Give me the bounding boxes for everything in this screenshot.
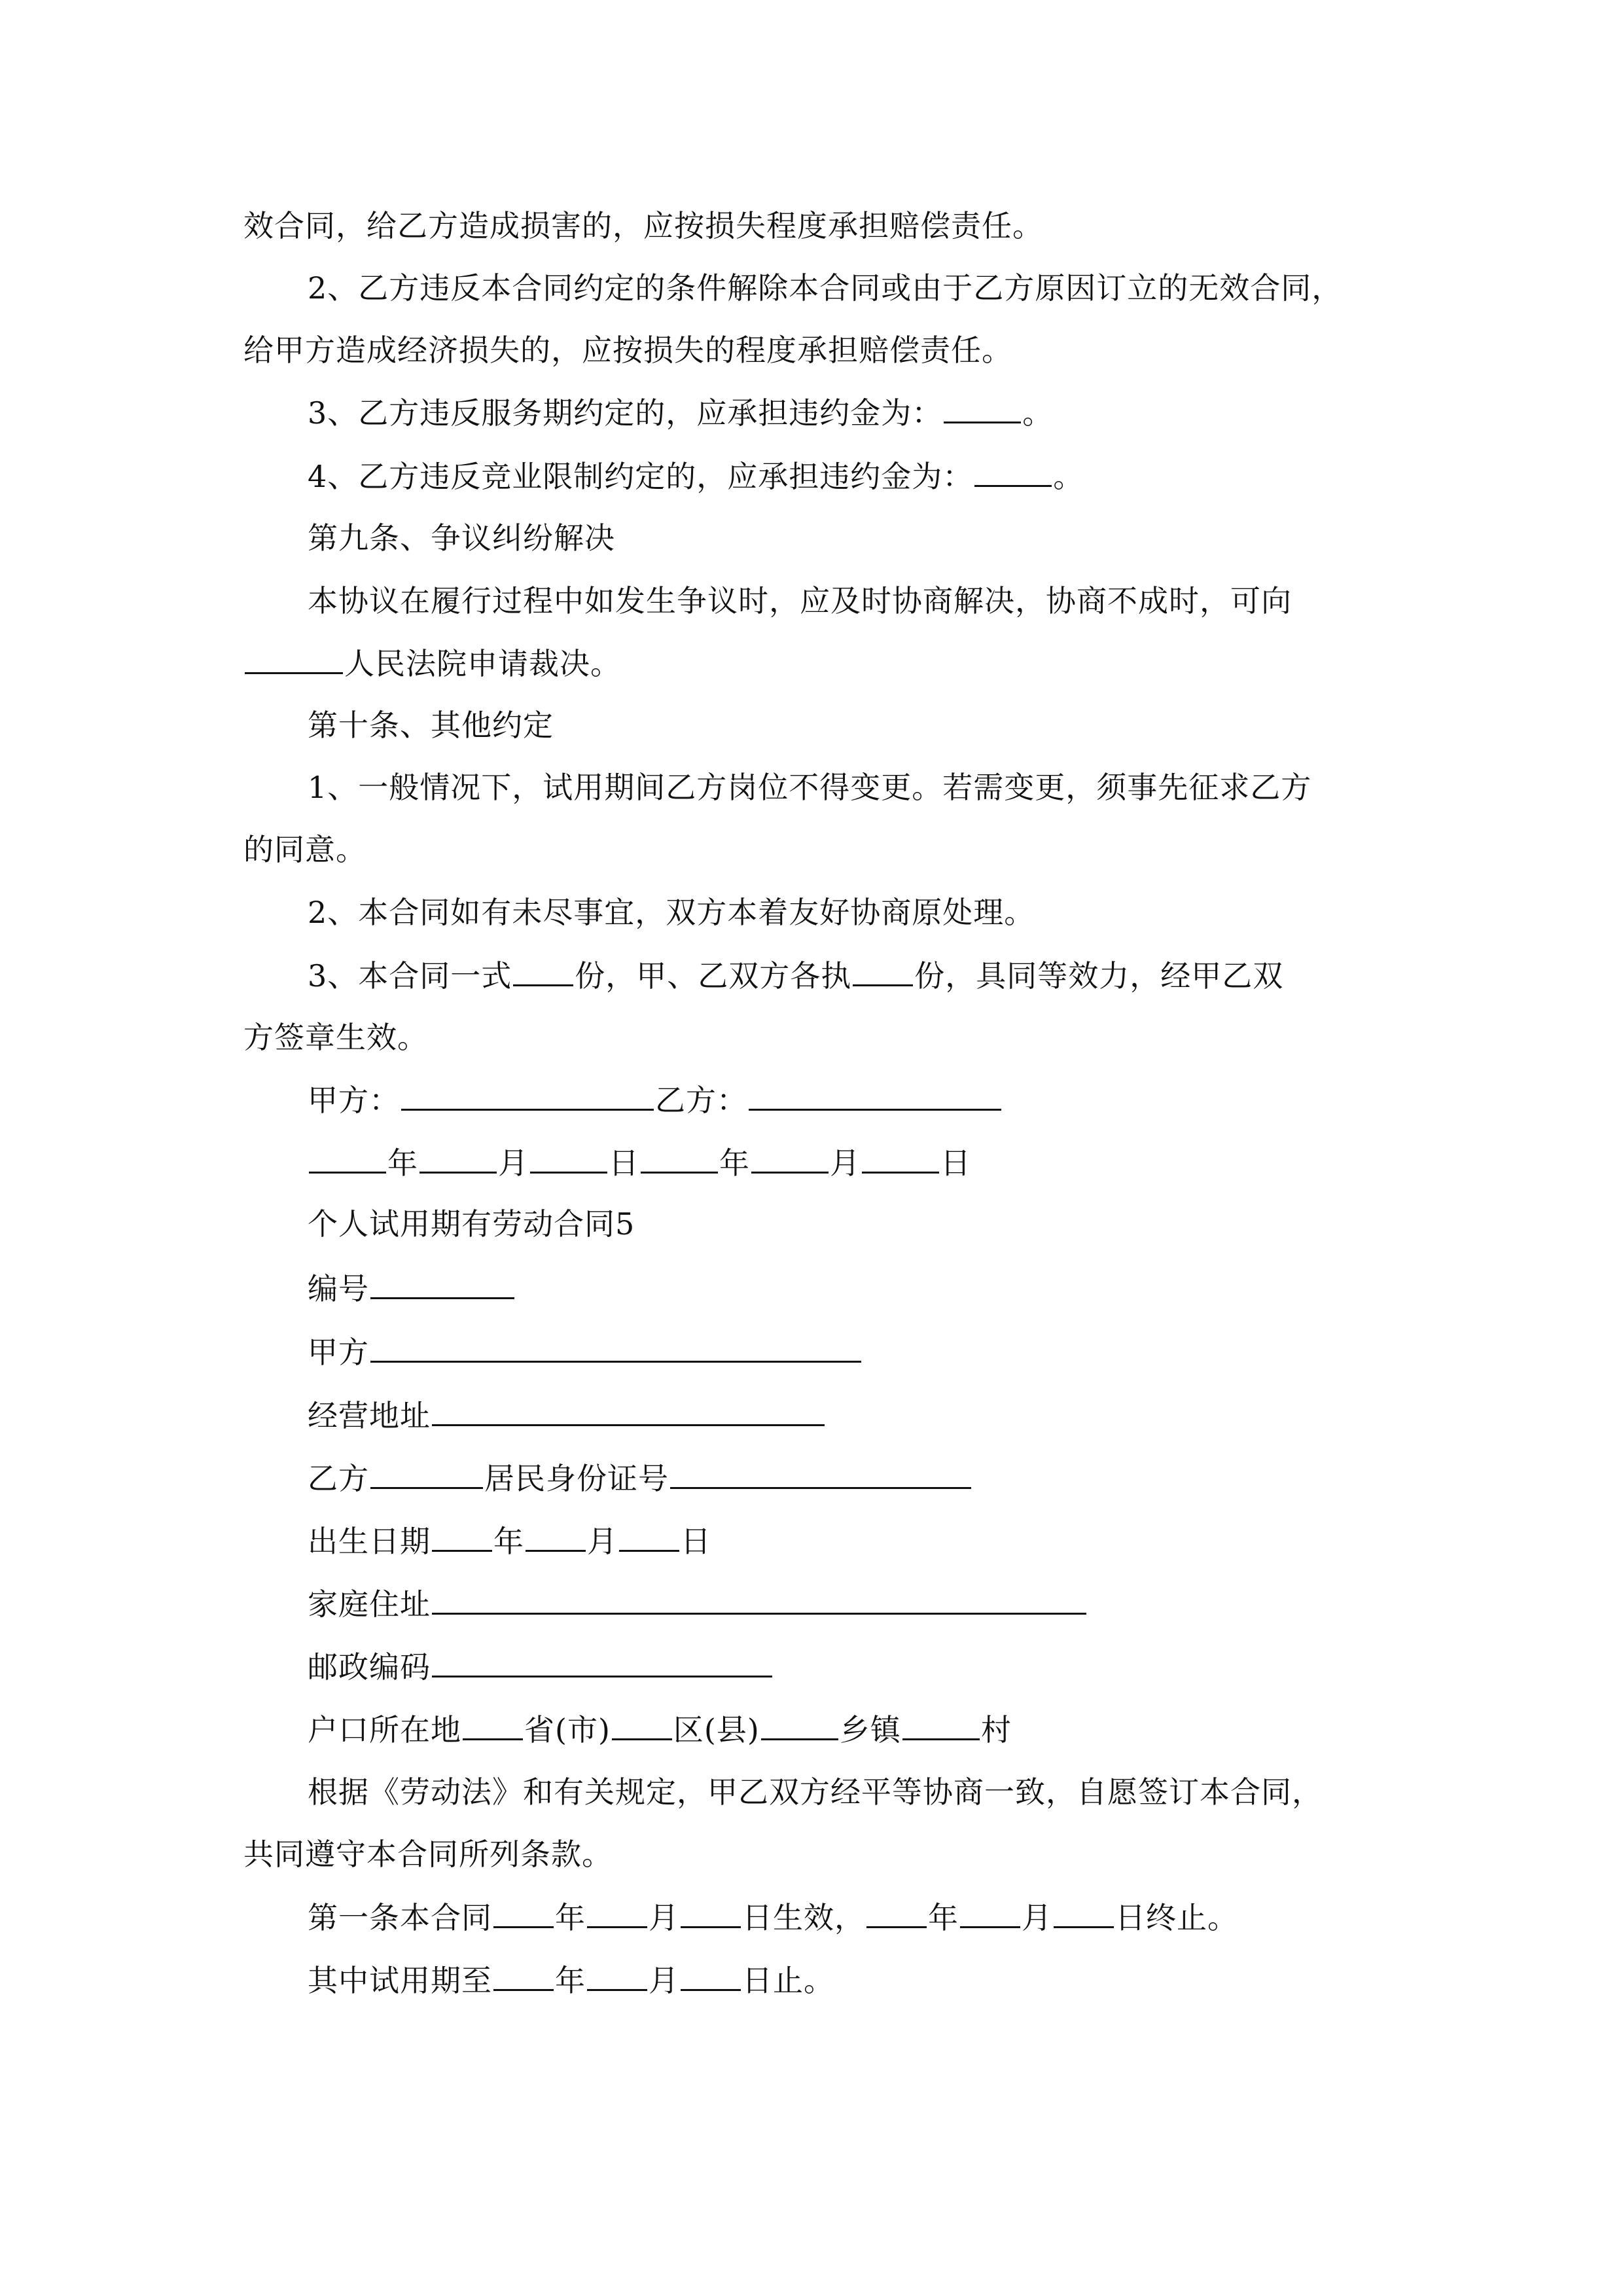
blank-field[interactable] [530, 1143, 607, 1174]
text: 方签章生效。 [243, 1020, 428, 1055]
text: 3、乙方违反服务期约定的，应承担违约金为： [308, 395, 943, 431]
blank-field[interactable] [1054, 1897, 1114, 1928]
blank-field[interactable] [612, 1710, 672, 1740]
postal-code-field[interactable] [432, 1647, 772, 1677]
field-label: 乙方 [308, 1461, 369, 1496]
text: 份，甲、乙双方各执 [575, 958, 852, 994]
text: 共同遵守本合同所列条款。 [243, 1837, 613, 1872]
blank-field[interactable] [944, 393, 1021, 423]
blank-field[interactable] [866, 1897, 927, 1928]
blank-field[interactable] [902, 1710, 980, 1740]
text: 。 [1022, 395, 1054, 431]
blank-field[interactable] [761, 1710, 838, 1740]
blank-field[interactable] [974, 456, 1052, 487]
paragraph [308, 768, 1311, 807]
text: 月 [649, 1963, 679, 1998]
paragraph [243, 830, 366, 869]
text: 根据《劳动法》和有关规定，甲乙双方经平等协商一致，自愿签订本合同， [308, 1774, 1323, 1810]
text: 年 [555, 1963, 586, 1998]
party-a-label: 甲方： [308, 1083, 400, 1118]
text: 第一条本合同 [308, 1900, 492, 1935]
blank-field[interactable] [513, 956, 573, 986]
blank-field[interactable] [681, 1897, 741, 1928]
paragraph [243, 1835, 613, 1874]
text: 2、乙方违反本合同约定的条件解除本合同或由于乙方原因订立的无效合同， [308, 270, 1343, 306]
blank-field[interactable] [419, 1143, 497, 1174]
blank-field[interactable] [493, 1897, 554, 1928]
text: 年 [928, 1900, 959, 1935]
party-b-label: 乙方： [655, 1083, 747, 1118]
party-a-field[interactable] [370, 1332, 861, 1363]
text: 份，具同等效力，经甲乙双 [914, 958, 1284, 994]
text: 村 [980, 1712, 1012, 1748]
blank-field[interactable] [681, 1960, 741, 1991]
blank-field[interactable] [432, 1521, 492, 1552]
paragraph [243, 206, 1043, 245]
text: 本协议在履行过程中如发生争议时，应及时协商解决，协商不成时，可向 [308, 583, 1292, 619]
field-label: 甲方 [308, 1335, 369, 1370]
text: 日止。 [742, 1963, 834, 1998]
text: 。 [1053, 459, 1084, 494]
field-row [308, 1268, 516, 1308]
article-heading [308, 518, 615, 558]
blank-field[interactable] [587, 1897, 647, 1928]
text: 日 [609, 1145, 639, 1181]
text: 月 [587, 1524, 618, 1559]
text: 第十条、其他约定 [308, 708, 554, 743]
text: 效合同，给乙方造成损害的，应按损失程度承担赔偿责任。 [243, 208, 1043, 243]
text: 日 [681, 1524, 711, 1559]
field-row [308, 1332, 863, 1372]
paragraph [308, 268, 1342, 308]
paragraph [308, 581, 1292, 620]
field-row [308, 1395, 826, 1435]
paragraph [308, 1897, 1238, 1937]
blank-field[interactable] [853, 956, 913, 986]
text: 个人试用期有劳动合同5 [308, 1206, 635, 1242]
id-number-field[interactable] [670, 1458, 971, 1489]
text: 4、乙方违反竞业限制约定的，应承担违约金为： [308, 459, 974, 494]
text: 其中试用期至 [308, 1963, 492, 1998]
text: 年 [555, 1900, 586, 1935]
article-heading [308, 706, 554, 745]
text: 区(县) [673, 1712, 760, 1748]
party-a-signature-field[interactable] [401, 1080, 654, 1111]
blank-field[interactable] [619, 1521, 679, 1552]
field-row [308, 1584, 1088, 1624]
field-label: 户口所在地 [308, 1712, 461, 1748]
blank-field[interactable] [960, 1897, 1020, 1928]
paragraph [243, 643, 621, 683]
paragraph [308, 1960, 834, 2000]
text: 日生效， [742, 1900, 865, 1935]
text: 月 [498, 1145, 529, 1181]
field-label: 出生日期 [308, 1524, 431, 1559]
number-field[interactable] [370, 1268, 514, 1299]
text: 省(市) [524, 1712, 611, 1748]
blank-field[interactable] [587, 1960, 647, 1991]
blank-field[interactable] [526, 1521, 586, 1552]
blank-field[interactable] [641, 1143, 718, 1174]
blank-field[interactable] [463, 1710, 523, 1740]
contract-title [308, 1204, 635, 1244]
blank-field[interactable] [245, 643, 343, 674]
field-row [308, 1521, 711, 1561]
signature-row [308, 1080, 1003, 1120]
text: 年 [493, 1524, 524, 1559]
field-row [308, 1458, 972, 1498]
field-label: 经营地址 [308, 1398, 431, 1433]
address-field[interactable] [432, 1395, 825, 1426]
field-label: 邮政编码 [308, 1649, 431, 1685]
party-b-field[interactable] [370, 1458, 483, 1489]
paragraph [243, 1018, 428, 1057]
text: 日 [940, 1145, 971, 1181]
text: 日终止。 [1115, 1900, 1238, 1935]
paragraph [308, 893, 1035, 932]
text: 2、本合同如有未尽事宜，双方本着友好协商原处理。 [308, 895, 1035, 930]
field-label: 家庭住址 [308, 1587, 431, 1622]
text: 给甲方造成经济损失的，应按损失的程度承担赔偿责任。 [243, 332, 1012, 368]
paragraph [308, 456, 1084, 496]
blank-field[interactable] [751, 1143, 829, 1174]
text: 年 [719, 1145, 750, 1181]
text: 月 [830, 1145, 861, 1181]
text: 人民法院申请裁决。 [344, 646, 621, 681]
text: 的同意。 [243, 832, 366, 867]
text: 第九条、争议纠纷解决 [308, 520, 615, 556]
date-row [308, 1143, 971, 1183]
blank-field[interactable] [309, 1143, 386, 1174]
paragraph [308, 956, 1283, 996]
field-row [308, 1710, 1012, 1749]
field-label: 编号 [308, 1271, 369, 1306]
home-address-field[interactable] [432, 1584, 1086, 1615]
paragraph [243, 331, 1012, 370]
text: 月 [1022, 1900, 1052, 1935]
text: 3、本合同一式 [308, 958, 512, 994]
blank-field[interactable] [862, 1143, 939, 1174]
paragraph [308, 393, 1053, 433]
blank-field[interactable] [493, 1960, 554, 1991]
field-label: 居民身份证号 [484, 1461, 669, 1496]
text: 1、一般情况下，试用期间乙方岗位不得变更。若需变更，须事先征求乙方 [308, 770, 1312, 805]
field-row [308, 1647, 774, 1687]
text: 月 [649, 1900, 679, 1935]
paragraph [308, 1772, 1323, 1812]
party-b-signature-field[interactable] [749, 1080, 1001, 1111]
text: 乡镇 [839, 1712, 901, 1748]
text: 年 [387, 1145, 418, 1181]
